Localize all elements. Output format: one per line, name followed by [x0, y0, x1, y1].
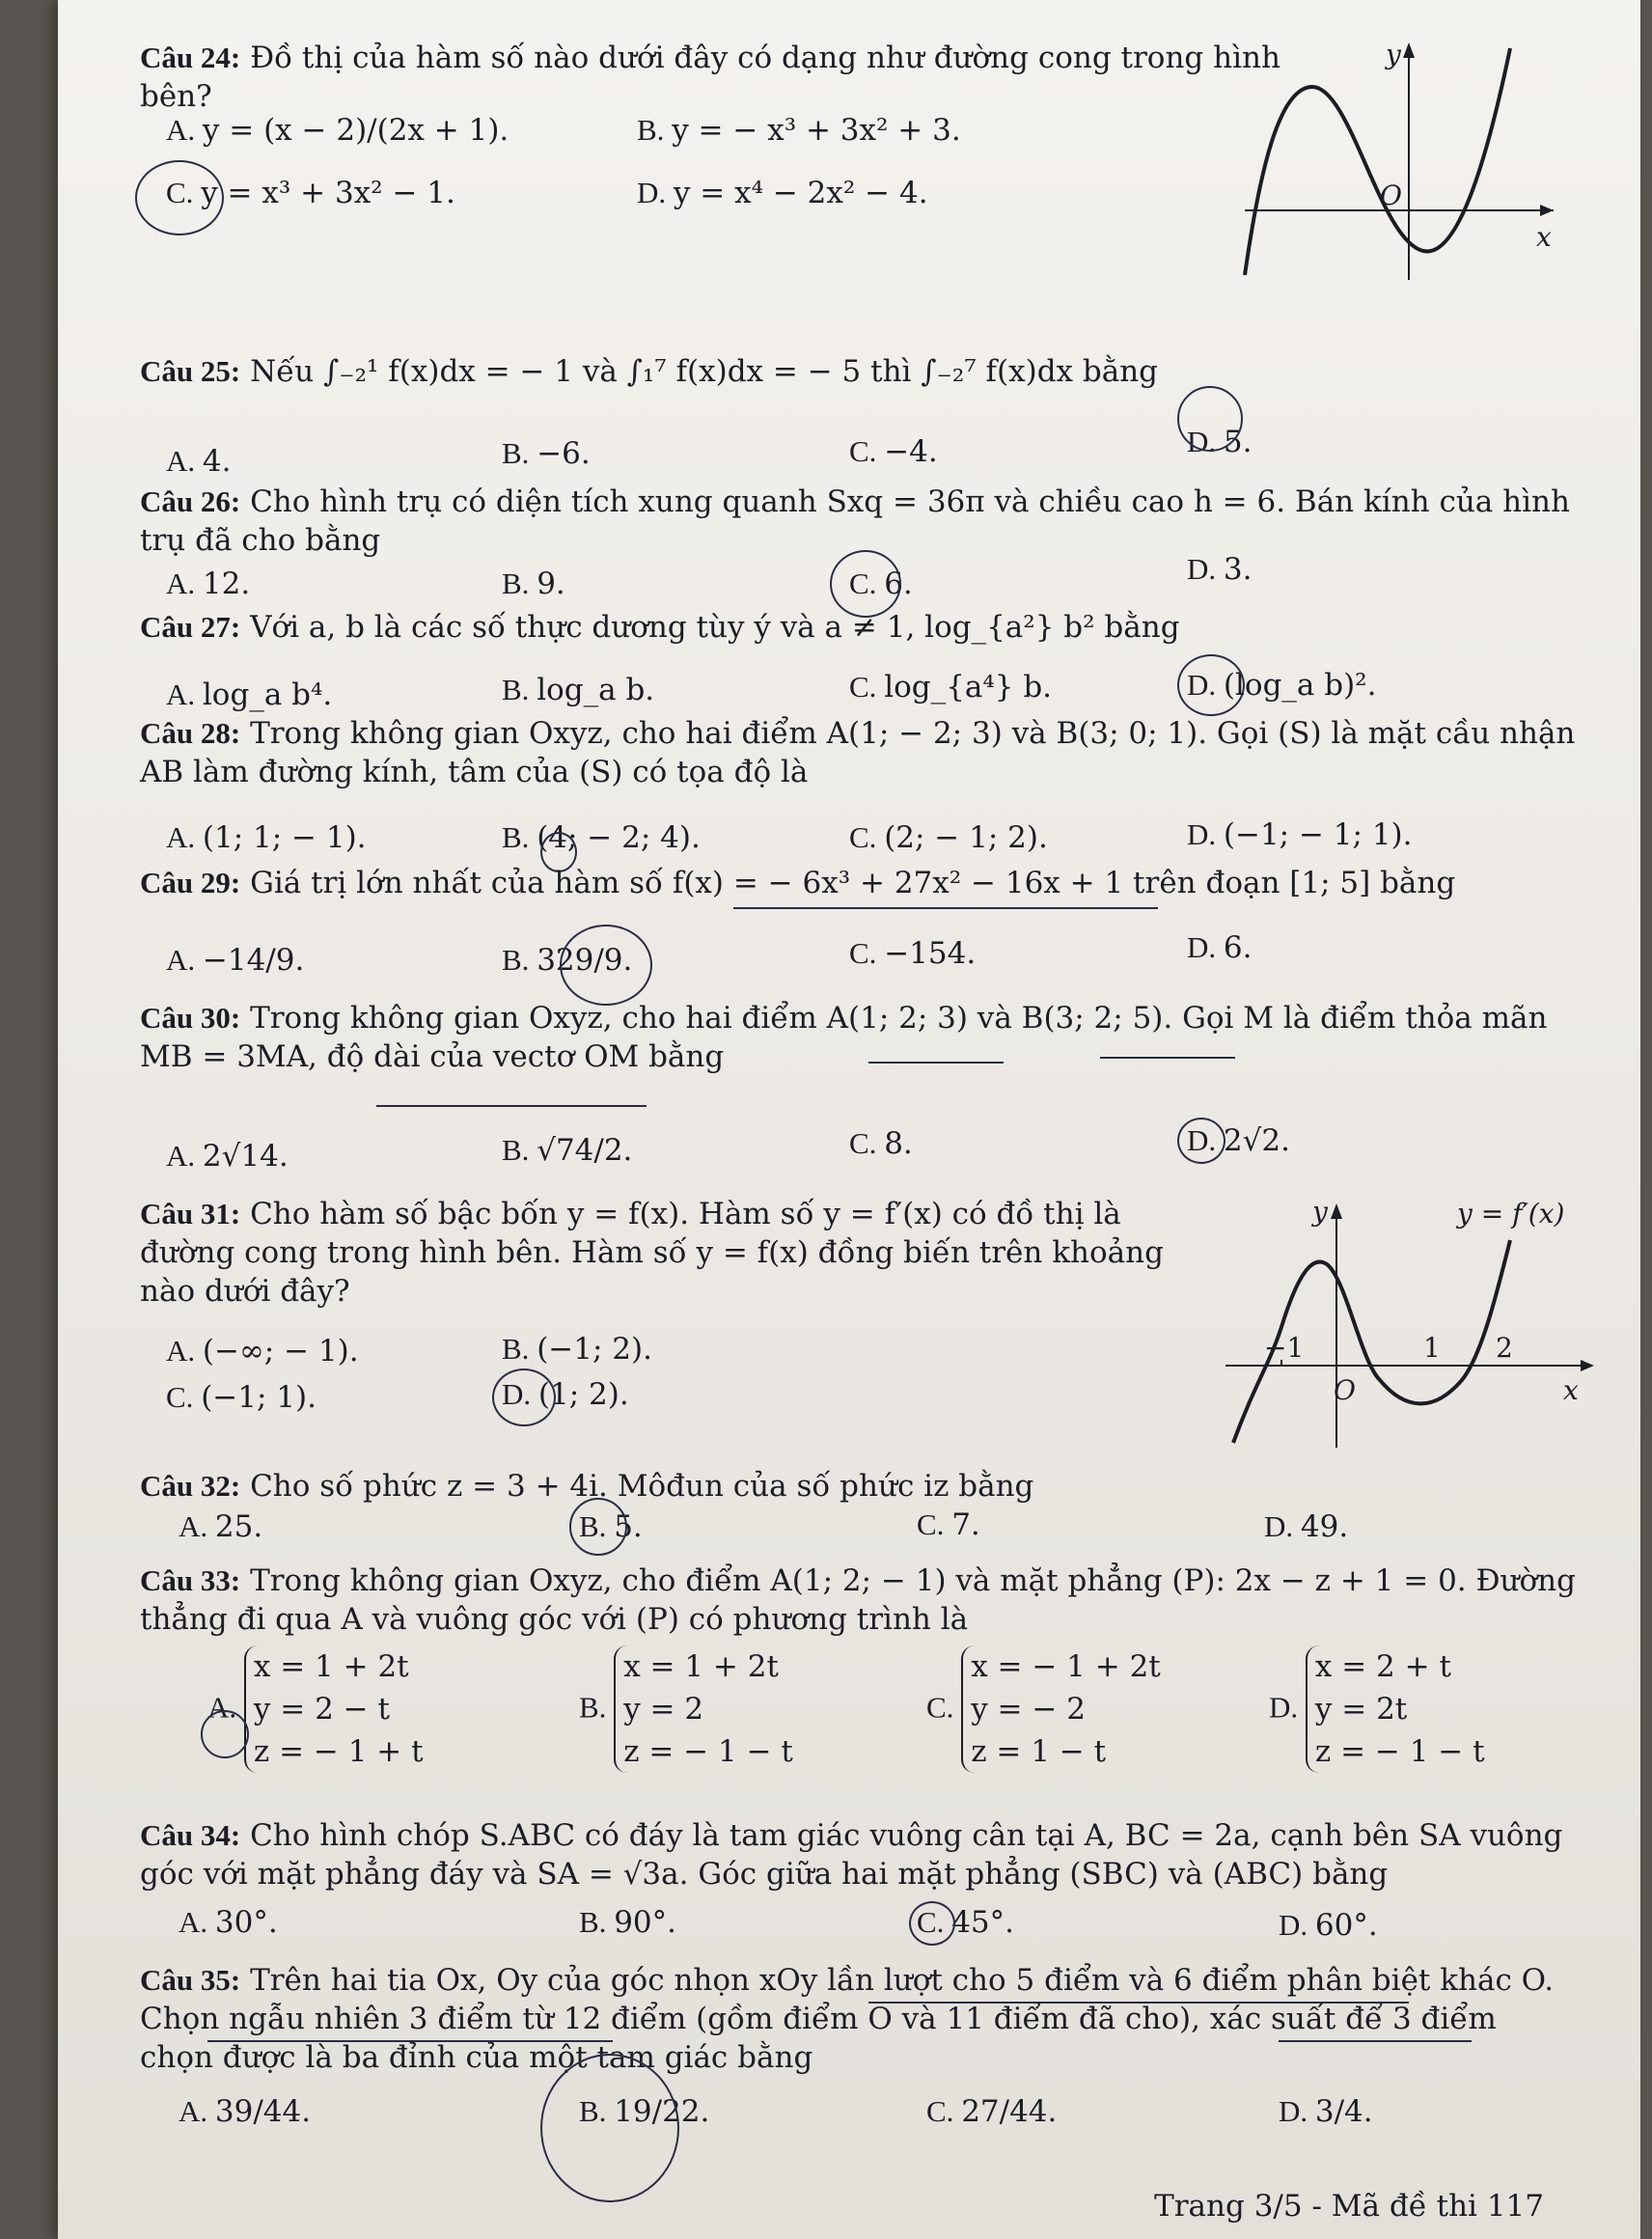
q30-underline-b — [1100, 1057, 1235, 1059]
q34-option-a[interactable]: A. 30°. — [179, 1905, 278, 1940]
q27-option-b[interactable]: B. log_a b. — [502, 673, 655, 707]
q33-d-eq-z: z = − 1 − t — [1314, 1734, 1485, 1769]
q27-option-c[interactable]: C. log_{a⁴} b. — [849, 670, 1053, 705]
q26-option-a-text: 12. — [202, 567, 251, 601]
question-29 — [140, 864, 1578, 902]
q31-origin-label: O — [1334, 1374, 1356, 1406]
q24-option-a-text: y = (x − 2)/(2x + 1). — [202, 113, 509, 148]
q35-option-d-text: 3/4. — [1314, 2094, 1373, 2129]
q33-d-eq-x: x = 2 + t — [1314, 1649, 1451, 1684]
q29-label: Câu 29: — [140, 866, 241, 899]
q28-option-a-text: (1; 1; − 1). — [202, 820, 367, 855]
q35-option-b[interactable]: B. 19/22. — [579, 2094, 710, 2129]
q31-graph — [1216, 1182, 1602, 1452]
q26-text: Cho hình trụ có diện tích xung quanh Sxq = 36π và chiều cao h = 6. Bán kính của hình trụ đã cho bằng — [140, 484, 1570, 558]
q35-label: Câu 35: — [140, 1963, 241, 1997]
q24-x-arrow — [1540, 205, 1554, 216]
q26-option-b[interactable]: B. 9. — [502, 567, 565, 601]
q32-option-a-text: 25. — [214, 1509, 263, 1544]
q26-option-d[interactable]: D. 3. — [1187, 552, 1253, 587]
q27-option-c-text: log_{a⁴} b. — [884, 670, 1053, 705]
q32-option-b-text: 5. — [614, 1509, 643, 1544]
q24-label: Câu 24: — [140, 41, 241, 74]
q24-option-c[interactable]: C. y = x³ + 3x² − 1. — [166, 176, 455, 210]
q25-option-b-text: −6. — [537, 436, 591, 471]
q31-tick-label-1: 1 — [1423, 1332, 1441, 1364]
q33-c-eq-x: x = − 1 + 2t — [971, 1649, 1161, 1684]
q30-option-c[interactable]: C. 8. — [849, 1126, 913, 1161]
q31-label: Câu 31: — [140, 1197, 241, 1230]
q32-option-c-text: 7. — [951, 1507, 980, 1542]
q24-option-d-text: y = x⁴ − 2x² − 4. — [673, 176, 928, 210]
question-35 — [140, 1961, 1578, 2077]
q33-a-eq-z: z = − 1 + t — [253, 1734, 424, 1769]
q35-underline-3 — [1279, 2040, 1472, 2042]
q31-option-c-text: (−1; 1). — [201, 1380, 317, 1415]
question-32 — [140, 1467, 1578, 1506]
q29-underline — [733, 907, 1158, 909]
q34-option-a-text: 30°. — [214, 1905, 278, 1940]
q31-text: Cho hàm số bậc bốn y = f(x). Hàm số y = f′(x) có đồ thị là đường cong trong hình bên. Hàm số y = f(x) đồng biến trên khoảng nào dưới đây? — [140, 1197, 1164, 1309]
q31-option-d[interactable]: D. (1; 2). — [502, 1377, 629, 1412]
q30-option-b[interactable]: B. √74/2. — [502, 1133, 633, 1168]
q24-graph — [1235, 29, 1563, 290]
q28-option-b[interactable]: B. (4; − 2; 4). — [502, 820, 701, 855]
q33-c-eq-z: z = 1 − t — [971, 1734, 1107, 1769]
q33-b-eq-x: x = 1 + 2t — [623, 1649, 779, 1684]
q35-option-a-text: 39/44. — [214, 2094, 312, 2129]
q34-option-b[interactable]: B. 90°. — [579, 1905, 676, 1940]
q35-option-c[interactable]: C. 27/44. — [926, 2094, 1058, 2129]
question-25 — [140, 352, 1578, 391]
q33-a-eq-x: x = 1 + 2t — [253, 1649, 409, 1684]
q29-option-b[interactable]: B. 329/9. — [502, 943, 633, 978]
question-28 — [140, 714, 1578, 791]
q33-label: Câu 33: — [140, 1563, 241, 1597]
q31-option-b-text: (−1; 2). — [537, 1332, 652, 1367]
q34-option-b-text: 90°. — [614, 1905, 676, 1940]
question-24 — [140, 39, 1298, 116]
q25-option-a-text: 4. — [202, 444, 232, 479]
q33-b-eq-y: y = 2 — [623, 1692, 704, 1727]
q31-graph-title: y = f′(x) — [1457, 1198, 1565, 1230]
q32-option-b[interactable]: B. 5. — [579, 1509, 643, 1544]
q25-option-c-text: −4. — [884, 434, 938, 469]
q33-d-eq-y: y = 2t — [1314, 1692, 1408, 1727]
q24-option-b[interactable]: B. y = − x³ + 3x² + 3. — [637, 113, 961, 148]
q30-underline-a — [868, 1062, 1004, 1064]
q28-option-d-text: (−1; − 1; 1). — [1223, 817, 1413, 852]
q28-option-b-text: (4; − 2; 4). — [537, 820, 701, 855]
q29-option-a-text: −14/9. — [202, 943, 305, 978]
q27-option-a-text: log_a b⁴. — [202, 677, 333, 712]
q34-option-c-text: 45°. — [951, 1905, 1014, 1940]
q34-option-c[interactable]: C. 45°. — [917, 1905, 1014, 1940]
q25-option-b[interactable]: B. −6. — [502, 436, 591, 471]
q31-tick-label-2: 2 — [1496, 1332, 1513, 1364]
q26-option-c[interactable]: C. 6. — [849, 567, 913, 601]
q28-option-c[interactable]: C. (2; − 1; 2). — [849, 820, 1048, 855]
q29-option-b-text: 329/9. — [537, 943, 633, 978]
q26-option-a[interactable]: A. 12. — [166, 567, 251, 601]
q31-option-b[interactable]: B. (−1; 2). — [502, 1332, 652, 1367]
q28-label: Câu 28: — [140, 716, 241, 750]
q26-label: Câu 26: — [140, 484, 241, 518]
q33-c-eq-y: y = − 2 — [971, 1692, 1086, 1727]
q33-b-eq-z: z = − 1 − t — [623, 1734, 793, 1769]
q32-option-d[interactable]: D. 49. — [1264, 1509, 1349, 1544]
q31-y-arrow — [1331, 1203, 1342, 1219]
page-footer: Trang 3/5 - Mã đề thi 117 — [1154, 2189, 1544, 2224]
q30-option-a-text: 2√14. — [202, 1139, 289, 1174]
q35-option-a[interactable]: A. 39/44. — [179, 2094, 312, 2129]
q27-option-d-text: (log_a b)². — [1223, 668, 1377, 703]
q35-underline-1 — [868, 2002, 1409, 2004]
q34-option-d[interactable]: D. 60°. — [1279, 1908, 1378, 1943]
q29-option-c[interactable]: C. −154. — [849, 936, 977, 971]
q32-option-d-text: 49. — [1300, 1509, 1349, 1544]
q34-label: Câu 34: — [140, 1818, 241, 1852]
question-31 — [140, 1195, 1201, 1311]
q24-origin-label: O — [1380, 180, 1402, 211]
q27-text: Với a, b là các số thực dương tùy ý và a ≠ 1, log_{a²} b² bằng — [250, 610, 1180, 645]
q25-text: Nếu ∫₋₂¹ f(x)dx = − 1 và ∫₁⁷ f(x)dx = − 5 thì ∫₋₂⁷ f(x)dx bằng — [250, 354, 1159, 389]
q30-underline-vector — [376, 1105, 647, 1107]
q30-option-c-text: 8. — [884, 1126, 913, 1161]
q27-option-b-text: log_a b. — [537, 673, 655, 707]
q30-label: Câu 30: — [140, 1001, 241, 1035]
question-27 — [140, 608, 1578, 647]
q35-text: Trên hai tia Ox, Oy của góc nhọn xOy lần lượt cho 5 điểm và 6 điểm phân biệt khác O. Chọn ngẫu nhiên 3 điểm từ 12 điểm (gồm điểm O và 11 điểm đã cho), xác suất để 3 điểm chọn được là ba đỉnh của một tam giác bằng — [140, 1963, 1555, 2075]
q26-option-d-text: 3. — [1223, 552, 1253, 587]
q24-text: Đồ thị của hàm số nào dưới đây có dạng như đường cong trong hình bên? — [140, 41, 1280, 114]
q24-option-d[interactable]: D. y = x⁴ − 2x² − 4. — [637, 176, 928, 210]
q31-option-d-text: (1; 2). — [537, 1377, 629, 1412]
q35-underline-2 — [207, 2040, 613, 2042]
question-30 — [140, 999, 1578, 1076]
q31-x-arrow — [1581, 1360, 1594, 1371]
q24-x-label: x — [1536, 221, 1552, 253]
q24-option-a[interactable]: A. y = (x − 2)/(2x + 1). — [166, 113, 509, 148]
q35-option-b-text: 19/22. — [614, 2094, 710, 2129]
q30-option-d[interactable]: D. 2√2. — [1187, 1123, 1290, 1158]
q28-option-d[interactable]: D. (−1; − 1; 1). — [1187, 817, 1413, 852]
q30-text: Trong không gian Oxyz, cho hai điểm A(1; 2; 3) và B(3; 2; 5). Gọi M là điểm thỏa mãn MB = 3MA, độ dài của vectơ OM bằng — [140, 1001, 1548, 1074]
q34-option-d-text: 60°. — [1314, 1908, 1378, 1943]
q27-option-d[interactable]: D. (log_a b)². — [1187, 668, 1377, 703]
q26-option-b-text: 9. — [537, 567, 565, 601]
q24-curve — [1245, 48, 1510, 275]
q28-option-a[interactable]: A. (1; 1; − 1). — [166, 820, 367, 855]
q27-label: Câu 27: — [140, 610, 241, 644]
q29-option-a[interactable]: A. −14/9. — [166, 943, 305, 978]
q25-option-a[interactable]: A. 4. — [166, 444, 232, 479]
q33-option-d[interactable]: D. x = 2 + t y = 2t z = − 1 − t — [1269, 1645, 1485, 1773]
q24-y-arrow — [1403, 42, 1415, 58]
q31-y-label: y — [1312, 1196, 1328, 1228]
q25-option-d[interactable]: D. 5. — [1187, 425, 1253, 459]
q29-option-d-text: 6. — [1223, 930, 1253, 965]
q27-option-a[interactable]: A. log_a b⁴. — [166, 677, 333, 712]
q33-option-a[interactable]: A. x = 1 + 2t y = 2 − t z = − 1 + t — [207, 1645, 424, 1773]
q30-option-d-text: 2√2. — [1223, 1123, 1290, 1158]
q24-option-b-text: y = − x³ + 3x² + 3. — [672, 113, 961, 148]
question-26 — [140, 483, 1578, 560]
q34-text: Cho hình chóp S.ABC có đáy là tam giác vuông cân tại A, BC = 2a, cạnh bên SA vuông góc với mặt phẳng đáy và SA = √3a. Góc giữa hai mặt phẳng (SBC) và (ABC) bằng — [140, 1818, 1563, 1892]
q26-option-c-text: 6. — [884, 567, 913, 601]
q32-text: Cho số phức z = 3 + 4i. Môđun của số phức iz bằng — [250, 1469, 1034, 1504]
q28-option-c-text: (2; − 1; 2). — [884, 820, 1048, 855]
q31-tick-label-m1: −1 — [1264, 1332, 1305, 1364]
q30-option-a[interactable]: A. 2√14. — [166, 1139, 289, 1174]
q31-option-c[interactable]: C. (−1; 1). — [166, 1380, 317, 1415]
q32-option-c[interactable]: C. 7. — [917, 1507, 980, 1542]
q28-text: Trong không gian Oxyz, cho hai điểm A(1; − 2; 3) và B(3; 0; 1). Gọi (S) là mặt cầu nhận AB làm đường kính, tâm của (S) có tọa độ là — [140, 716, 1576, 789]
exam-page — [58, 0, 1640, 2239]
q33-option-c[interactable]: C. x = − 1 + 2t y = − 2 z = 1 − t — [926, 1645, 1161, 1773]
q32-label: Câu 32: — [140, 1469, 241, 1503]
q24-option-c-text: y = x³ + 3x² − 1. — [201, 176, 455, 210]
q33-text: Trong không gian Oxyz, cho điểm A(1; 2; − 1) và mặt phẳng (P): 2x − z + 1 = 0. Đường thẳng đi qua A và vuông góc với (P) có phương trình là — [140, 1563, 1576, 1637]
q31-x-label: x — [1563, 1374, 1579, 1406]
q25-option-c[interactable]: C. −4. — [849, 434, 938, 469]
q35-option-c-text: 27/44. — [961, 2094, 1058, 2129]
q29-option-d[interactable]: D. 6. — [1187, 930, 1253, 965]
q33-option-b[interactable]: B. x = 1 + 2t y = 2 z = − 1 − t — [579, 1645, 793, 1773]
q30-option-b-text: √74/2. — [537, 1133, 633, 1168]
q31-option-a[interactable]: A. (−∞; − 1). — [166, 1334, 359, 1368]
q25-label: Câu 25: — [140, 354, 241, 388]
q35-option-d[interactable]: D. 3/4. — [1279, 2094, 1373, 2129]
question-33 — [140, 1562, 1578, 1639]
q31-option-a-text: (−∞; − 1). — [202, 1334, 359, 1368]
q29-option-c-text: −154. — [884, 936, 977, 971]
question-34 — [140, 1816, 1578, 1893]
q33-a-eq-y: y = 2 − t — [253, 1692, 390, 1727]
q24-y-label: y — [1386, 39, 1401, 70]
q25-option-d-text: 5. — [1223, 425, 1253, 459]
q32-option-a[interactable]: A. 25. — [179, 1509, 263, 1544]
q29-text: Giá trị lớn nhất của hàm số f(x) = − 6x³ + 27x² − 16x + 1 trên đoạn [1; 5] bằng — [250, 866, 1456, 900]
